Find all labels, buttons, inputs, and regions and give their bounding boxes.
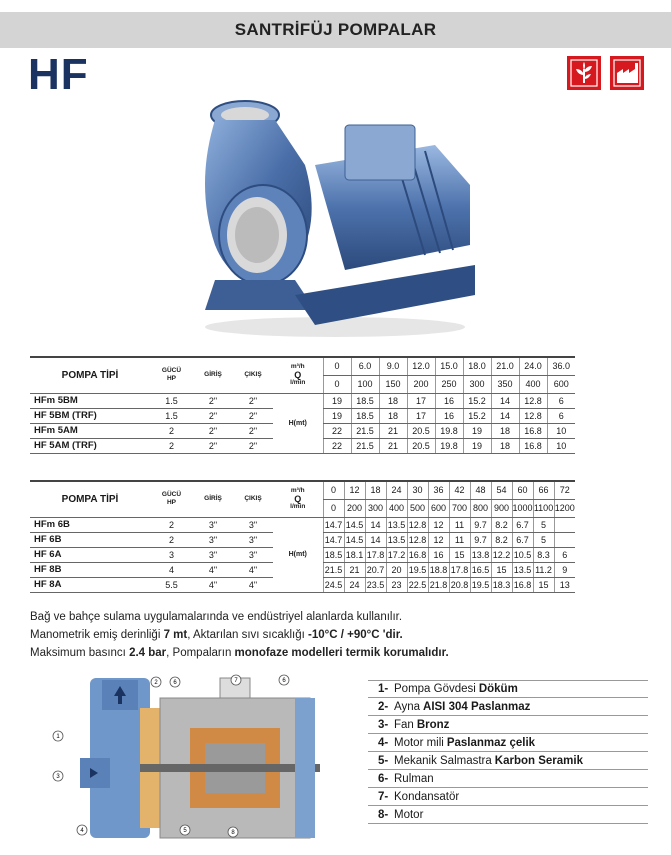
head-value: 8.3 <box>533 547 554 562</box>
table-cell: HF 8A <box>30 577 150 592</box>
table-cell: 2 <box>150 532 193 547</box>
head-value: 9 <box>554 562 575 577</box>
q-m3h: 18 <box>365 481 386 499</box>
head-value: 21 <box>379 438 407 453</box>
head-value: 19 <box>323 393 351 408</box>
head-value: 16.8 <box>407 547 428 562</box>
callout-7: 7 <box>234 678 238 684</box>
q-m3h: 72 <box>554 481 575 499</box>
head-value: 18.5 <box>351 408 379 423</box>
spec-table-2 <box>30 480 575 593</box>
q-lmin: 1200 <box>554 499 575 517</box>
description-line-2: Manometrik emiş derinliği 7 mt, Aktarılan sıvı sıcaklığı -10°C / +90°C 'dir. <box>30 629 403 641</box>
callout-1: 1 <box>56 734 60 740</box>
head-value: 5 <box>533 532 554 547</box>
table-cell: 4" <box>193 577 233 592</box>
part-name: Motor <box>394 808 424 821</box>
callout-3: 3 <box>56 774 60 780</box>
q-m3h: 60 <box>512 481 533 499</box>
table-cell: 3" <box>233 532 273 547</box>
q-m3h: 30 <box>407 481 428 499</box>
head-value: 10.5 <box>512 547 533 562</box>
q-lmin: 400 <box>519 375 547 393</box>
table-cell: 2 <box>150 423 193 438</box>
q-m3h: 0 <box>323 481 344 499</box>
head-value: 14 <box>491 393 519 408</box>
head-value: 18 <box>379 393 407 408</box>
part-name: Motor mili <box>394 736 444 749</box>
q-m3h: 66 <box>533 481 554 499</box>
table-cell: 2" <box>193 408 233 423</box>
head-value: 13.5 <box>386 517 407 532</box>
head-value: 17.8 <box>365 547 386 562</box>
part-name: Pompa Gövdesi <box>394 683 476 695</box>
head-value: 10 <box>547 423 575 438</box>
spec-table-1-body <box>30 393 575 453</box>
head-value: 14.7 <box>323 517 344 532</box>
table-cell: 2" <box>193 393 233 408</box>
q-lmin: 200 <box>344 499 365 517</box>
part-item <box>368 734 648 752</box>
q-lmin: 300 <box>463 375 491 393</box>
head-value: 16.5 <box>470 562 491 577</box>
head-value: 11 <box>449 532 470 547</box>
part-material: Paslanmaz çelik <box>446 736 536 749</box>
head-value: 12 <box>428 517 449 532</box>
head-value: 15 <box>533 577 554 592</box>
head-value: 19 <box>463 438 491 453</box>
head-value: 23 <box>386 577 407 592</box>
q-lmin: 600 <box>428 499 449 517</box>
head-value: 12.2 <box>491 547 512 562</box>
head-value: 21.8 <box>428 577 449 592</box>
head-value: 21 <box>344 562 365 577</box>
table-cell: 5.5 <box>150 577 193 592</box>
head-value: 14.7 <box>323 532 344 547</box>
head-value: 17 <box>407 393 435 408</box>
table-cell: 3" <box>193 517 233 532</box>
q-lmin: 400 <box>386 499 407 517</box>
head-value: 18 <box>491 423 519 438</box>
q-m3h: 15.0 <box>435 357 463 375</box>
head-value: 6.7 <box>512 517 533 532</box>
description <box>30 608 449 662</box>
table-row <box>30 517 575 532</box>
part-number: 2- <box>378 700 389 713</box>
table-cell: HF 6B <box>30 532 150 547</box>
head-value: 14.5 <box>344 532 365 547</box>
part-item <box>368 806 648 824</box>
table-cell: 1.5 <box>150 393 193 408</box>
head-value: 5 <box>533 517 554 532</box>
head-value: 24.5 <box>323 577 344 592</box>
head-value: 6 <box>547 408 575 423</box>
part-name: Ayna <box>394 700 421 713</box>
head-value: 6 <box>554 547 575 562</box>
head-value: 6.7 <box>512 532 533 547</box>
table-cell: HF 5BM (TRF) <box>30 408 150 423</box>
table-row <box>30 393 575 408</box>
head-value: 11.2 <box>533 562 554 577</box>
q-m3h: 18.0 <box>463 357 491 375</box>
table-cell: 2" <box>193 423 233 438</box>
head-value: 14 <box>365 532 386 547</box>
part-item <box>368 680 648 698</box>
head-value: 20.8 <box>449 577 470 592</box>
head-value: 18.3 <box>491 577 512 592</box>
table-cell: HF 5AM (TRF) <box>30 438 150 453</box>
q-m3h: 36 <box>428 481 449 499</box>
head-value: 18.5 <box>323 547 344 562</box>
table-cell: 4" <box>233 562 273 577</box>
head-value: 12.8 <box>407 517 428 532</box>
col-inlet: GİRİŞ <box>193 481 233 517</box>
table-cell: 3" <box>193 532 233 547</box>
q-m3h: 24 <box>386 481 407 499</box>
head-value: 17.2 <box>386 547 407 562</box>
head-value: 21.5 <box>323 562 344 577</box>
q-lmin: 500 <box>407 499 428 517</box>
table-cell: 2" <box>193 438 233 453</box>
table-cell: 4 <box>150 562 193 577</box>
head-value: 16 <box>435 393 463 408</box>
head-value: 12.8 <box>519 393 547 408</box>
table-cell: 3" <box>193 547 233 562</box>
head-value: 13.5 <box>386 532 407 547</box>
head-value: 16 <box>435 408 463 423</box>
head-value: 14.5 <box>344 517 365 532</box>
head-value: 19.8 <box>435 423 463 438</box>
head-value: 23.5 <box>365 577 386 592</box>
table-cell: HFm 5AM <box>30 423 150 438</box>
part-number: 1- <box>378 683 389 695</box>
head-value: 13.5 <box>512 562 533 577</box>
head-value: 15.2 <box>463 393 491 408</box>
part-material: Bronz <box>416 718 450 731</box>
q-lmin: 300 <box>365 499 386 517</box>
part-item <box>368 788 648 806</box>
head-value: 20.5 <box>407 423 435 438</box>
q-lmin: 600 <box>547 375 575 393</box>
head-value: 16 <box>428 547 449 562</box>
q-m3h: 9.0 <box>379 357 407 375</box>
callout-5: 5 <box>183 828 187 834</box>
head-value: 18 <box>379 408 407 423</box>
head-value: 19.8 <box>435 438 463 453</box>
part-item <box>368 716 648 734</box>
part-material: Döküm <box>478 683 518 695</box>
head-value: 9.7 <box>470 532 491 547</box>
pump-image <box>195 95 475 340</box>
col-model: POMPA TİPİ <box>30 357 150 393</box>
table-cell: 3 <box>150 547 193 562</box>
head-value: 17.8 <box>449 562 470 577</box>
head-value: 15 <box>491 562 512 577</box>
callout-6: 6 <box>173 680 177 686</box>
part-name: Rulman <box>394 772 434 785</box>
part-item <box>368 698 648 716</box>
table-cell: 2 <box>150 517 193 532</box>
head-value: 16.8 <box>512 577 533 592</box>
part-number: 5- <box>378 754 389 767</box>
head-value: 14 <box>491 408 519 423</box>
head-value: 12 <box>428 532 449 547</box>
callout-2: 2 <box>154 680 158 686</box>
table-cell: HFm 6B <box>30 517 150 532</box>
head-value: 19.5 <box>470 577 491 592</box>
head-value: 9.7 <box>470 517 491 532</box>
part-material: AISI 304 Paslanmaz <box>423 700 531 713</box>
callout-4: 4 <box>80 828 84 834</box>
head-value: 19 <box>323 408 351 423</box>
head-value: 24 <box>344 577 365 592</box>
head-value: 18.5 <box>351 393 379 408</box>
col-q: m³/h Q l/min <box>273 357 323 393</box>
callout-8: 8 <box>231 830 235 836</box>
application-icons <box>567 56 644 90</box>
part-name: Fan <box>394 718 414 731</box>
q-m3h: 42 <box>449 481 470 499</box>
q-m3h: 24.0 <box>519 357 547 375</box>
head-value: 16.8 <box>519 438 547 453</box>
h-label: H(mt) <box>273 517 323 592</box>
col-power: GÜCÜ HP <box>150 357 193 393</box>
head-value: 6 <box>547 393 575 408</box>
head-value: 11 <box>449 517 470 532</box>
head-value: 12.8 <box>519 408 547 423</box>
head-value: 21.5 <box>351 438 379 453</box>
col-inlet: GİRİŞ <box>193 357 233 393</box>
head-value: 20.7 <box>365 562 386 577</box>
description-line-3: Maksimum basıncı 2.4 bar, Pompaların monofaze modelleri termik korumalıdır. <box>30 647 449 659</box>
col-model: POMPA TİPİ <box>30 481 150 517</box>
q-lmin: 1100 <box>533 499 554 517</box>
part-number: 3- <box>378 718 389 731</box>
q-lmin: 700 <box>449 499 470 517</box>
part-number: 6- <box>378 772 389 785</box>
page-header: SANTRİFÜJ POMPALAR <box>0 12 671 48</box>
q-m3h: 0 <box>323 357 351 375</box>
head-value: 8.2 <box>491 532 512 547</box>
q-m3h: 6.0 <box>351 357 379 375</box>
q-lmin: 200 <box>407 375 435 393</box>
head-value: 12.8 <box>407 532 428 547</box>
head-value: 10 <box>547 438 575 453</box>
table-cell: 2 <box>150 438 193 453</box>
table-cell: HFm 5BM <box>30 393 150 408</box>
table-cell: 4" <box>193 562 233 577</box>
q-m3h: 12 <box>344 481 365 499</box>
part-name: Kondansatör <box>394 790 460 803</box>
head-value: 21.5 <box>351 423 379 438</box>
head-value: 21 <box>379 423 407 438</box>
head-value: 18.8 <box>428 562 449 577</box>
head-value: 22 <box>323 423 351 438</box>
head-value <box>554 517 575 532</box>
head-value: 19.5 <box>407 562 428 577</box>
q-lmin: 0 <box>323 375 351 393</box>
col-power: GÜCÜ HP <box>150 481 193 517</box>
q-m3h: 54 <box>491 481 512 499</box>
q-m3h: 12.0 <box>407 357 435 375</box>
q-m3h: 48 <box>470 481 491 499</box>
head-value: 18.1 <box>344 547 365 562</box>
head-value: 13.8 <box>470 547 491 562</box>
head-value: 15.2 <box>463 408 491 423</box>
plant-icon <box>567 56 601 90</box>
q-lmin: 1000 <box>512 499 533 517</box>
head-value: 17 <box>407 408 435 423</box>
part-name: Mekanik Salmastra <box>394 754 492 767</box>
table-cell: 1.5 <box>150 408 193 423</box>
part-material: Karbon Seramik <box>494 754 583 767</box>
part-number: 4- <box>378 736 389 749</box>
head-value: 20 <box>386 562 407 577</box>
col-outlet: ÇIKIŞ <box>233 357 273 393</box>
q-lmin: 250 <box>435 375 463 393</box>
head-value: 13 <box>554 577 575 592</box>
part-item <box>368 770 648 788</box>
h-label: H(mt) <box>273 393 323 453</box>
head-value: 14 <box>365 517 386 532</box>
table-cell: 4" <box>233 577 273 592</box>
head-value: 20.5 <box>407 438 435 453</box>
table-cell: 3" <box>233 547 273 562</box>
table-cell: HF 6A <box>30 547 150 562</box>
spec-table-1 <box>30 356 575 454</box>
table-cell: 2" <box>233 438 273 453</box>
q-lmin: 100 <box>351 375 379 393</box>
head-value: 22.5 <box>407 577 428 592</box>
col-q: m³/h Q l/min <box>273 481 323 517</box>
q-m3h: 36.0 <box>547 357 575 375</box>
factory-icon <box>610 56 644 90</box>
q-m3h: 21.0 <box>491 357 519 375</box>
series-title: HF <box>28 50 89 99</box>
part-number: 8- <box>378 808 389 821</box>
description-line-1: Bağ ve bahçe sulama uygulamalarında ve endüstriyel alanlarda kullanılır. <box>30 611 403 623</box>
head-value: 22 <box>323 438 351 453</box>
callout-6b: 6 <box>282 678 286 684</box>
head-value: 15 <box>449 547 470 562</box>
q-lmin: 350 <box>491 375 519 393</box>
table-cell: 2" <box>233 423 273 438</box>
table-cell: HF 8B <box>30 562 150 577</box>
q-lmin: 900 <box>491 499 512 517</box>
part-item <box>368 752 648 770</box>
head-value: 19 <box>463 423 491 438</box>
cutaway-diagram <box>40 668 330 848</box>
head-value: 16.8 <box>519 423 547 438</box>
head-value: 8.2 <box>491 517 512 532</box>
table-cell: 3" <box>233 517 273 532</box>
table-cell: 2" <box>233 393 273 408</box>
head-value: 18 <box>491 438 519 453</box>
part-number: 7- <box>378 790 389 803</box>
parts-list <box>368 680 648 824</box>
col-outlet: ÇIKIŞ <box>233 481 273 517</box>
table-cell: 2" <box>233 408 273 423</box>
head-value <box>554 532 575 547</box>
q-lmin: 800 <box>470 499 491 517</box>
spec-table-2-body <box>30 517 575 592</box>
q-lmin: 0 <box>323 499 344 517</box>
q-lmin: 150 <box>379 375 407 393</box>
